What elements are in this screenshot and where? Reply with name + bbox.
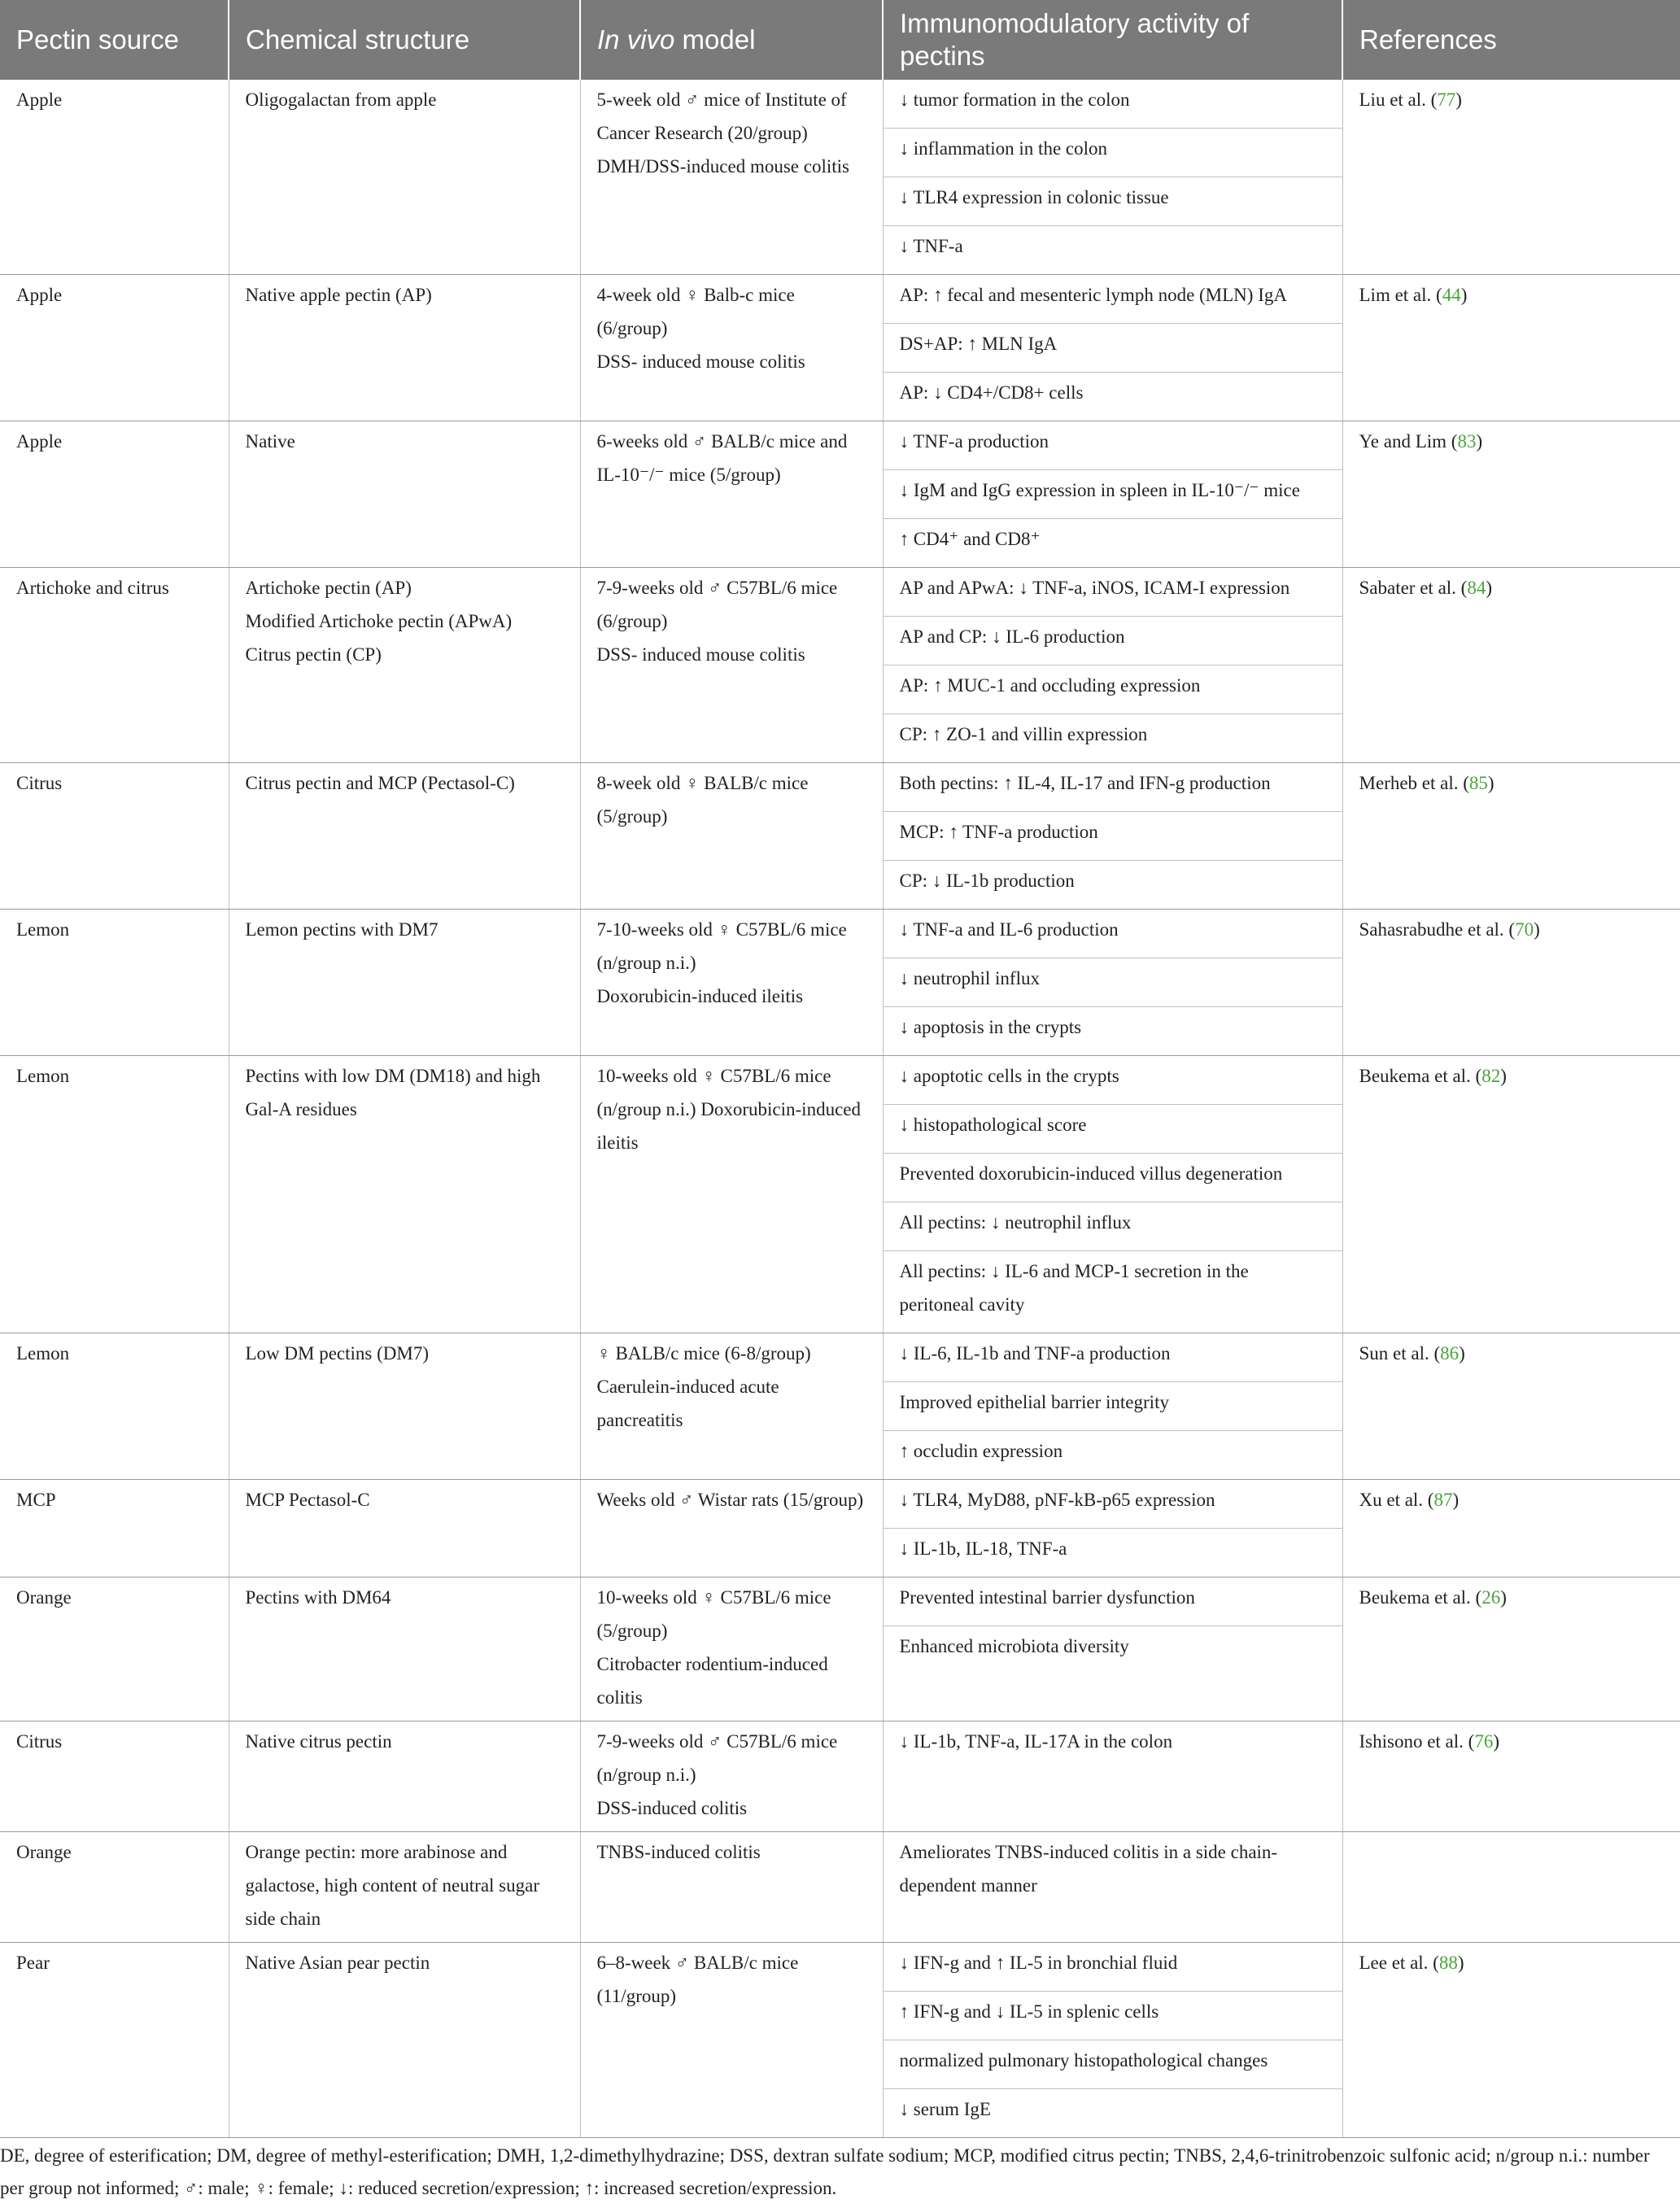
model-line: 7-9-weeks old ♂ C57BL/6 mice (6/group) — [596, 578, 838, 631]
reference-link[interactable]: 26 — [1481, 1587, 1501, 1608]
cell-reference — [1342, 763, 1680, 910]
activity-item: AP and APwA: ↓ TNF-a, iNOS, ICAM-I expression — [884, 568, 1342, 617]
cell-reference — [1342, 1577, 1680, 1721]
cell-chemical-structure — [229, 763, 580, 910]
cell-reference — [1342, 910, 1680, 1056]
reference-link[interactable]: 86 — [1440, 1343, 1460, 1364]
activity-item: ↓ histopathological score — [884, 1105, 1342, 1154]
activity-item: normalized pulmonary histopathological changes — [884, 2040, 1342, 2089]
activity-item: ↓ TNF-a — [899, 236, 963, 256]
cell-immunomodulatory-activity — [883, 275, 1342, 421]
cell-pectin-source: Orange — [0, 1832, 229, 1943]
activity-item: ↓ serum IgE — [899, 2099, 991, 2119]
cell-reference — [1342, 1832, 1680, 1943]
cell-pectin-source: Artichoke and citrus — [0, 568, 229, 763]
cell-immunomodulatory-activity — [883, 1333, 1342, 1480]
structure-line: Native — [245, 431, 295, 452]
table-row — [0, 1832, 1680, 1943]
cell-immunomodulatory-activity — [883, 1832, 1342, 1943]
model-line: DSS-induced colitis — [596, 1798, 748, 1818]
table-row — [0, 275, 1680, 421]
cell-reference — [1342, 1480, 1680, 1577]
activity-item: ↑ occludin expression — [899, 1441, 1063, 1461]
cell-reference — [1342, 275, 1680, 421]
reference-close: ) — [1459, 1343, 1465, 1364]
cell-pectin-source: Apple — [0, 80, 229, 275]
structure-line: Pectins with DM64 — [245, 1587, 391, 1608]
model-line: TNBS-induced colitis — [596, 1842, 761, 1862]
cell-reference — [1342, 421, 1680, 568]
model-line: 10-weeks old ♀ C57BL/6 mice (5/group) — [596, 1587, 831, 1641]
cell-pectin-source: Lemon — [0, 910, 229, 1056]
cell-immunomodulatory-activity — [883, 910, 1342, 1056]
table-footnote: DE, degree of esterification; DM, degree of methyl-esterification; DMH, 1,2-dimethylhydrazine; DSS, dextran sulfate sodium; MCP, modified citrus pectin; TNBS, 2,4,6-trinitrobenzoic sulfonic acid; n/group n.i.: number per group not informed; ♂: male; ♀: female; ↓: reduced secretion/expression; ↑: increased secretion/expression. — [0, 2145, 1650, 2198]
activity-item: ↓ apoptosis in the crypts — [899, 1017, 1082, 1037]
structure-line: MCP Pectasol-C — [245, 1490, 370, 1510]
activity-item: ↓ IL-6, IL-1b and TNF-a production — [884, 1333, 1342, 1382]
reference-link[interactable]: 88 — [1438, 1953, 1458, 1973]
model-line: 6-weeks old ♂ BALB/c mice and IL-10⁻/⁻ mice (5/group) — [596, 431, 848, 485]
activity-item: Improved epithelial barrier integrity — [884, 1382, 1342, 1431]
activity-item: Ameliorates TNBS-induced colitis in a side chain-dependent manner — [899, 1842, 1278, 1896]
reference-close: ) — [1500, 1066, 1507, 1086]
table-row — [0, 1333, 1680, 1480]
cell-chemical-structure — [229, 1333, 580, 1480]
activity-item: AP and CP: ↓ IL-6 production — [884, 617, 1342, 665]
activity-item: AP: ↓ CD4+/CD8+ cells — [899, 382, 1084, 403]
cell-reference — [1342, 568, 1680, 763]
activity-item: ↑ IFN-g and ↓ IL-5 in splenic cells — [884, 1992, 1342, 2040]
structure-line: Citrus pectin (CP) — [245, 644, 382, 665]
reference-author: Sahasrabudhe et al. ( — [1359, 919, 1516, 940]
activity-item: ↓ TLR4 expression in colonic tissue — [884, 177, 1342, 226]
structure-line: Pectins with low DM (DM18) and high Gal-A residues — [245, 1066, 541, 1119]
cell-pectin-source: Citrus — [0, 763, 229, 910]
reference-close: ) — [1493, 1731, 1499, 1752]
reference-author: Lim et al. ( — [1359, 285, 1442, 305]
cell-pectin-source: Lemon — [0, 1333, 229, 1480]
model-line: Weeks old ♂ Wistar rats (15/group) — [596, 1490, 864, 1510]
activity-item: ↓ apoptotic cells in the crypts — [884, 1056, 1342, 1105]
model-line: 4-week old ♀ Balb-c mice (6/group) — [596, 285, 795, 338]
cell-immunomodulatory-activity — [883, 1480, 1342, 1577]
reference-link[interactable]: 84 — [1467, 578, 1486, 598]
reference-close: ) — [1455, 89, 1462, 110]
cell-in-vivo-model — [580, 80, 883, 275]
structure-line: Native apple pectin (AP) — [245, 285, 432, 305]
cell-in-vivo-model — [580, 1832, 883, 1943]
cell-chemical-structure — [229, 1832, 580, 1943]
model-line: 7-9-weeks old ♂ C57BL/6 mice (n/group n.i.) — [596, 1731, 838, 1785]
table-row — [0, 1721, 1680, 1832]
reference-author: Xu et al. ( — [1359, 1490, 1434, 1510]
cell-in-vivo-model — [580, 421, 883, 568]
activity-item: MCP: ↑ TNF-a production — [884, 812, 1342, 861]
reference-link[interactable]: 85 — [1468, 773, 1488, 793]
cell-in-vivo-model — [580, 1333, 883, 1480]
reference-link[interactable]: 77 — [1437, 89, 1456, 110]
activity-item: DS+AP: ↑ MLN IgA — [884, 324, 1342, 373]
cell-reference — [1342, 1943, 1680, 2138]
model-line: Citrobacter rodentium-induced colitis — [596, 1654, 828, 1708]
activity-item: ↓ IgM and IgG expression in spleen in IL-10⁻/⁻ mice — [884, 470, 1342, 519]
table-row — [0, 421, 1680, 568]
activity-item: ↓ TNF-a production — [884, 421, 1342, 470]
cell-in-vivo-model — [580, 1056, 883, 1333]
reference-author: Merheb et al. ( — [1359, 773, 1469, 793]
header-in-vivo-italic: In vivo — [597, 24, 675, 55]
activity-item: AP: ↑ fecal and mesenteric lymph node (MLN) IgA — [884, 275, 1342, 324]
cell-reference — [1342, 80, 1680, 275]
structure-line: Native citrus pectin — [245, 1731, 392, 1752]
cell-chemical-structure — [229, 1577, 580, 1721]
activity-item: All pectins: ↓ neutrophil influx — [884, 1202, 1342, 1251]
activity-item: ↓ IL-1b, TNF-a, IL-17A in the colon — [899, 1731, 1173, 1752]
activity-item: ↓ IFN-g and ↑ IL-5 in bronchial fluid — [884, 1943, 1342, 1992]
cell-immunomodulatory-activity — [883, 1721, 1342, 1832]
cell-chemical-structure — [229, 1480, 580, 1577]
reference-close: ) — [1476, 431, 1483, 452]
cell-pectin-source: Apple — [0, 421, 229, 568]
structure-line: Oligogalactan from apple — [245, 89, 437, 110]
cell-in-vivo-model — [580, 275, 883, 421]
table-row — [0, 763, 1680, 910]
cell-reference — [1342, 1056, 1680, 1333]
structure-line: Lemon pectins with DM7 — [245, 919, 439, 940]
model-line: 8-week old ♀ BALB/c mice (5/group) — [596, 773, 809, 827]
cell-immunomodulatory-activity — [883, 1577, 1342, 1721]
activity-item: CP: ↑ ZO-1 and villin expression — [899, 724, 1148, 744]
activity-item: ↓ tumor formation in the colon — [884, 80, 1342, 129]
cell-immunomodulatory-activity — [883, 763, 1342, 910]
table-row — [0, 910, 1680, 1056]
cell-immunomodulatory-activity — [883, 568, 1342, 763]
header-references: References — [1342, 0, 1680, 80]
reference-link[interactable]: 76 — [1474, 1731, 1494, 1752]
reference-close: ) — [1452, 1490, 1460, 1510]
reference-author: Ye and Lim ( — [1359, 431, 1458, 452]
activity-item: ↓ IL-1b, IL-18, TNF-a — [899, 1538, 1067, 1559]
structure-line: Orange pectin: more arabinose and galactose, high content of neutral sugar side chain — [245, 1842, 539, 1929]
cell-in-vivo-model — [580, 1943, 883, 2138]
reference-close: ) — [1534, 919, 1540, 940]
activity-item: ↓ TNF-a and IL-6 production — [884, 910, 1342, 958]
activity-item: CP: ↓ IL-1b production — [899, 871, 1075, 891]
activity-item: ↑ CD4⁺ and CD8⁺ — [899, 529, 1041, 549]
model-line: 7-10-weeks old ♀ C57BL/6 mice (n/group n.i.) — [596, 919, 847, 973]
activity-item: All pectins: ↓ IL-6 and MCP-1 secretion in the peritoneal cavity — [899, 1261, 1249, 1315]
cell-immunomodulatory-activity — [883, 1943, 1342, 2138]
cell-pectin-source: Pear — [0, 1943, 229, 2138]
reference-author: Beukema et al. ( — [1359, 1587, 1482, 1608]
header-chemical-structure: Chemical structure — [229, 0, 580, 80]
model-line: Doxorubicin-induced ileitis — [596, 986, 804, 1006]
reference-author: Ishisono et al. ( — [1359, 1731, 1475, 1752]
reference-link[interactable]: 87 — [1433, 1490, 1453, 1510]
header-in-vivo-model — [580, 0, 883, 80]
cell-chemical-structure — [229, 421, 580, 568]
reference-link[interactable]: 83 — [1457, 431, 1477, 452]
structure-line: Low DM pectins (DM7) — [245, 1343, 429, 1364]
activity-item: ↓ neutrophil influx — [884, 958, 1342, 1007]
model-line: Caerulein-induced acute pancreatitis — [596, 1377, 779, 1430]
activity-item: ↓ inflammation in the colon — [884, 129, 1342, 177]
model-line: DSS- induced mouse colitis — [596, 351, 805, 372]
reference-link[interactable]: 70 — [1515, 919, 1534, 940]
cell-chemical-structure — [229, 910, 580, 1056]
cell-reference — [1342, 1333, 1680, 1480]
table-row — [0, 80, 1680, 275]
cell-chemical-structure — [229, 275, 580, 421]
table-row — [0, 1943, 1680, 2138]
cell-reference — [1342, 1721, 1680, 1832]
cell-chemical-structure — [229, 1056, 580, 1333]
activity-item: Prevented doxorubicin-induced villus degeneration — [884, 1154, 1342, 1202]
structure-line: Native Asian pear pectin — [245, 1953, 430, 1973]
reference-author: Sun et al. ( — [1359, 1343, 1441, 1364]
model-line: 6–8-week ♂ BALB/c mice (11/group) — [596, 1953, 799, 2006]
header-model-text: model — [674, 24, 756, 55]
header-immunomodulatory-activity: Immunomodulatory activity of pectins — [883, 0, 1342, 80]
cell-in-vivo-model — [580, 910, 883, 1056]
cell-in-vivo-model — [580, 763, 883, 910]
cell-in-vivo-model — [580, 1577, 883, 1721]
reference-close: ) — [1460, 285, 1468, 305]
cell-pectin-source: Lemon — [0, 1056, 229, 1333]
structure-line: Artichoke pectin (AP) — [245, 578, 412, 598]
model-line: DSS- induced mouse colitis — [596, 644, 805, 665]
structure-line: Citrus pectin and MCP (Pectasol-C) — [245, 773, 515, 793]
activity-item: Enhanced microbiota diversity — [899, 1636, 1129, 1656]
reference-link[interactable]: 82 — [1481, 1066, 1501, 1086]
table-row — [0, 1480, 1680, 1577]
cell-immunomodulatory-activity — [883, 1056, 1342, 1333]
cell-pectin-source: Citrus — [0, 1721, 229, 1832]
reference-author: Beukema et al. ( — [1359, 1066, 1482, 1086]
activity-item: Both pectins: ↑ IL-4, IL-17 and IFN-g production — [884, 763, 1342, 812]
reference-author: Lee et al. ( — [1359, 1953, 1439, 1973]
cell-immunomodulatory-activity — [883, 421, 1342, 568]
table-header — [0, 0, 1680, 80]
reference-close: ) — [1487, 773, 1495, 793]
activity-item: AP: ↑ MUC-1 and occluding expression — [884, 665, 1342, 714]
activity-item: Prevented intestinal barrier dysfunction — [884, 1577, 1342, 1626]
reference-link[interactable]: 44 — [1442, 285, 1461, 305]
structure-line: Modified Artichoke pectin (APwA) — [245, 611, 513, 631]
activity-item: ↓ TLR4, MyD88, pNF-kB-p65 expression — [884, 1480, 1342, 1529]
model-line: 5-week old ♂ mice of Institute of Cancer Research (20/group) — [596, 89, 847, 143]
reference-author: Liu et al. ( — [1359, 89, 1438, 110]
cell-in-vivo-model — [580, 1480, 883, 1577]
model-line: DMH/DSS-induced mouse colitis — [596, 156, 849, 177]
cell-chemical-structure — [229, 1943, 580, 2138]
cell-in-vivo-model — [580, 568, 883, 763]
reference-close: ) — [1500, 1587, 1507, 1608]
reference-close: ) — [1486, 578, 1492, 598]
model-line: 10-weeks old ♀ C57BL/6 mice (n/group n.i.) Doxorubicin-induced ileitis — [596, 1066, 861, 1153]
cell-pectin-source: MCP — [0, 1480, 229, 1577]
reference-close: ) — [1457, 1953, 1464, 1973]
reference-author: Sabater et al. ( — [1359, 578, 1468, 598]
cell-chemical-structure — [229, 80, 580, 275]
table-row — [0, 568, 1680, 763]
cell-chemical-structure — [229, 568, 580, 763]
table-body — [0, 80, 1680, 2138]
table-row — [0, 1056, 1680, 1333]
header-pectin-source: Pectin source — [0, 0, 229, 80]
cell-pectin-source: Apple — [0, 275, 229, 421]
cell-immunomodulatory-activity — [883, 80, 1342, 275]
model-line: ♀ BALB/c mice (6-8/group) — [596, 1343, 811, 1364]
cell-in-vivo-model — [580, 1721, 883, 1832]
table-row — [0, 1577, 1680, 1721]
cell-chemical-structure — [229, 1721, 580, 1832]
cell-pectin-source: Orange — [0, 1577, 229, 1721]
